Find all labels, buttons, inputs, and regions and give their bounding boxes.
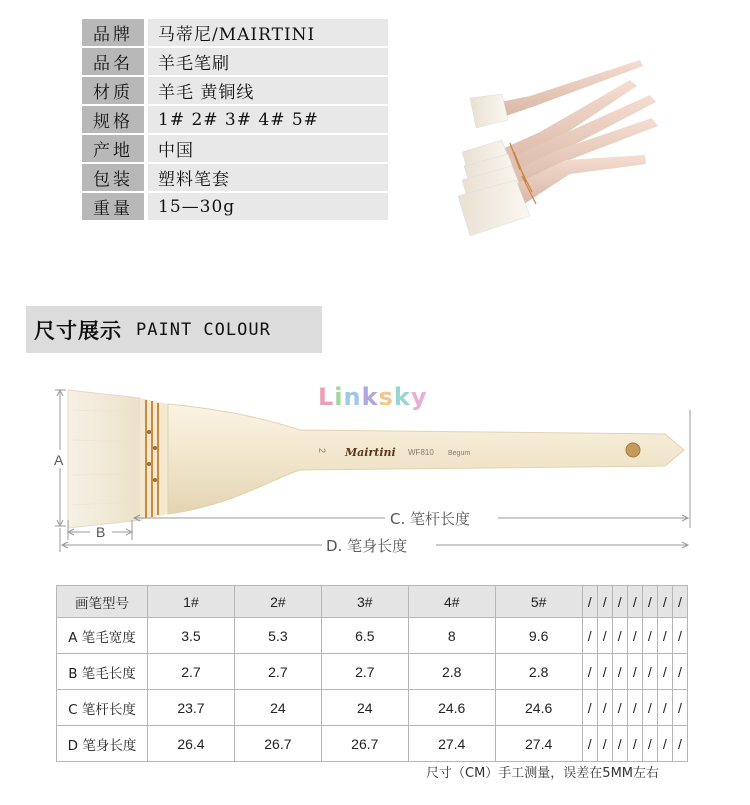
value-cell: 3# xyxy=(321,586,408,618)
value-cell: 1# xyxy=(148,586,235,618)
info-value: 塑料笔套 xyxy=(148,164,388,191)
value-cell: 24 xyxy=(321,690,408,726)
watermark-letter: k xyxy=(393,383,411,411)
value-cell: / xyxy=(597,726,612,762)
value-cell: / xyxy=(657,690,672,726)
value-cell: 2.8 xyxy=(495,654,582,690)
value-cell: 2.8 xyxy=(408,654,495,690)
table-row xyxy=(57,618,688,654)
info-row xyxy=(82,19,388,46)
value-cell: / xyxy=(657,586,672,618)
value-cell: 24.6 xyxy=(495,690,582,726)
watermark-letter: k xyxy=(361,383,379,411)
value-cell: 8 xyxy=(408,618,495,654)
info-key: 品牌 xyxy=(82,19,144,46)
value-cell: 24 xyxy=(234,690,321,726)
handle-model: WF810 xyxy=(408,448,434,457)
value-cell: / xyxy=(612,618,627,654)
value-cell: / xyxy=(657,618,672,654)
product-photo xyxy=(440,40,690,240)
value-cell: 4# xyxy=(408,586,495,618)
value-cell: / xyxy=(627,618,642,654)
table-row xyxy=(57,654,688,690)
value-cell: / xyxy=(642,654,657,690)
info-value: 马蒂尼/MAIRTINI xyxy=(148,19,388,46)
value-cell: 24.6 xyxy=(408,690,495,726)
value-cell: 26.7 xyxy=(234,726,321,762)
value-cell: / xyxy=(672,654,687,690)
value-cell: / xyxy=(612,690,627,726)
value-cell: / xyxy=(597,690,612,726)
value-cell: / xyxy=(672,690,687,726)
watermark-letter: s xyxy=(378,383,394,411)
watermark xyxy=(318,383,428,411)
value-cell: / xyxy=(672,586,687,618)
value-cell: / xyxy=(672,726,687,762)
value-cell: / xyxy=(582,726,597,762)
info-key: 品名 xyxy=(82,48,144,75)
section-title-en: PAINT COLOUR xyxy=(136,319,271,340)
value-cell: / xyxy=(582,618,597,654)
value-cell: / xyxy=(627,690,642,726)
info-key: 包装 xyxy=(82,164,144,191)
size-table xyxy=(56,585,688,762)
info-row xyxy=(82,164,388,191)
value-cell: / xyxy=(642,726,657,762)
row-label-cell: C 笔杆长度 xyxy=(57,690,148,726)
watermark-letter: i xyxy=(334,383,344,411)
value-cell: / xyxy=(642,618,657,654)
value-cell: / xyxy=(657,654,672,690)
value-cell: 3.5 xyxy=(148,618,235,654)
info-value: 羊毛 黄铜线 xyxy=(148,77,388,104)
info-row xyxy=(82,193,388,220)
value-cell: / xyxy=(612,726,627,762)
value-cell: / xyxy=(582,586,597,618)
watermark-letter: L xyxy=(318,383,335,411)
info-value: 中国 xyxy=(148,135,388,162)
value-cell: 23.7 xyxy=(148,690,235,726)
value-cell: 27.4 xyxy=(408,726,495,762)
info-row xyxy=(82,48,388,75)
value-cell: / xyxy=(642,690,657,726)
info-row xyxy=(82,106,388,133)
handle-brand: Mairtini xyxy=(345,446,396,459)
value-cell: 9.6 xyxy=(495,618,582,654)
info-value: 羊毛笔刷 xyxy=(148,48,388,75)
value-cell: / xyxy=(582,654,597,690)
info-key: 规格 xyxy=(82,106,144,133)
value-cell: 2.7 xyxy=(234,654,321,690)
value-cell: / xyxy=(627,586,642,618)
table-row xyxy=(57,726,688,762)
row-label-cell: A 笔毛宽度 xyxy=(57,618,148,654)
row-label-cell: D 笔身长度 xyxy=(57,726,148,762)
value-cell: / xyxy=(597,586,612,618)
value-cell: 6.5 xyxy=(321,618,408,654)
brush-handle xyxy=(168,404,684,514)
row-label-cell: 画笔型号 xyxy=(57,586,148,618)
value-cell: / xyxy=(582,690,597,726)
handle-number: 2 xyxy=(317,448,327,454)
info-key: 产地 xyxy=(82,135,144,162)
info-key: 材质 xyxy=(82,77,144,104)
value-cell: 26.4 xyxy=(148,726,235,762)
value-cell: / xyxy=(612,586,627,618)
value-cell: / xyxy=(672,618,687,654)
table-header-row xyxy=(57,586,688,618)
info-value: 1# 2# 3# 4# 5# xyxy=(148,106,388,133)
value-cell: 2# xyxy=(234,586,321,618)
label-a: A xyxy=(54,452,64,468)
watermark-letter: n xyxy=(343,383,362,411)
info-row xyxy=(82,135,388,162)
product-info-table xyxy=(82,17,388,222)
value-cell: / xyxy=(612,654,627,690)
info-value: 15—30g xyxy=(148,193,388,220)
info-key: 重量 xyxy=(82,193,144,220)
label-d: D. 笔身长度 xyxy=(326,537,408,555)
value-cell: / xyxy=(597,654,612,690)
brush-ferrule xyxy=(140,398,168,520)
label-b: B xyxy=(96,524,106,540)
value-cell: 26.7 xyxy=(321,726,408,762)
row-label-cell: B 笔毛长度 xyxy=(57,654,148,690)
value-cell: 2.7 xyxy=(148,654,235,690)
value-cell: 5.3 xyxy=(234,618,321,654)
section-title-cn: 尺寸展示 xyxy=(34,318,122,343)
handle-series: Begum xyxy=(448,450,471,457)
label-c: C. 笔杆长度 xyxy=(390,510,471,528)
value-cell: / xyxy=(597,618,612,654)
info-row xyxy=(82,77,388,104)
value-cell: / xyxy=(642,586,657,618)
value-cell: / xyxy=(657,726,672,762)
watermark-letter: y xyxy=(410,383,428,411)
value-cell: / xyxy=(627,654,642,690)
value-cell: 5# xyxy=(495,586,582,618)
value-cell: 2.7 xyxy=(321,654,408,690)
handle-hole xyxy=(626,443,640,457)
value-cell: 27.4 xyxy=(495,726,582,762)
table-row xyxy=(57,690,688,726)
section-heading xyxy=(26,306,322,353)
measurement-note: 尺寸（CM）手工测量，误差在5MM左右 xyxy=(426,766,659,781)
value-cell: / xyxy=(627,726,642,762)
